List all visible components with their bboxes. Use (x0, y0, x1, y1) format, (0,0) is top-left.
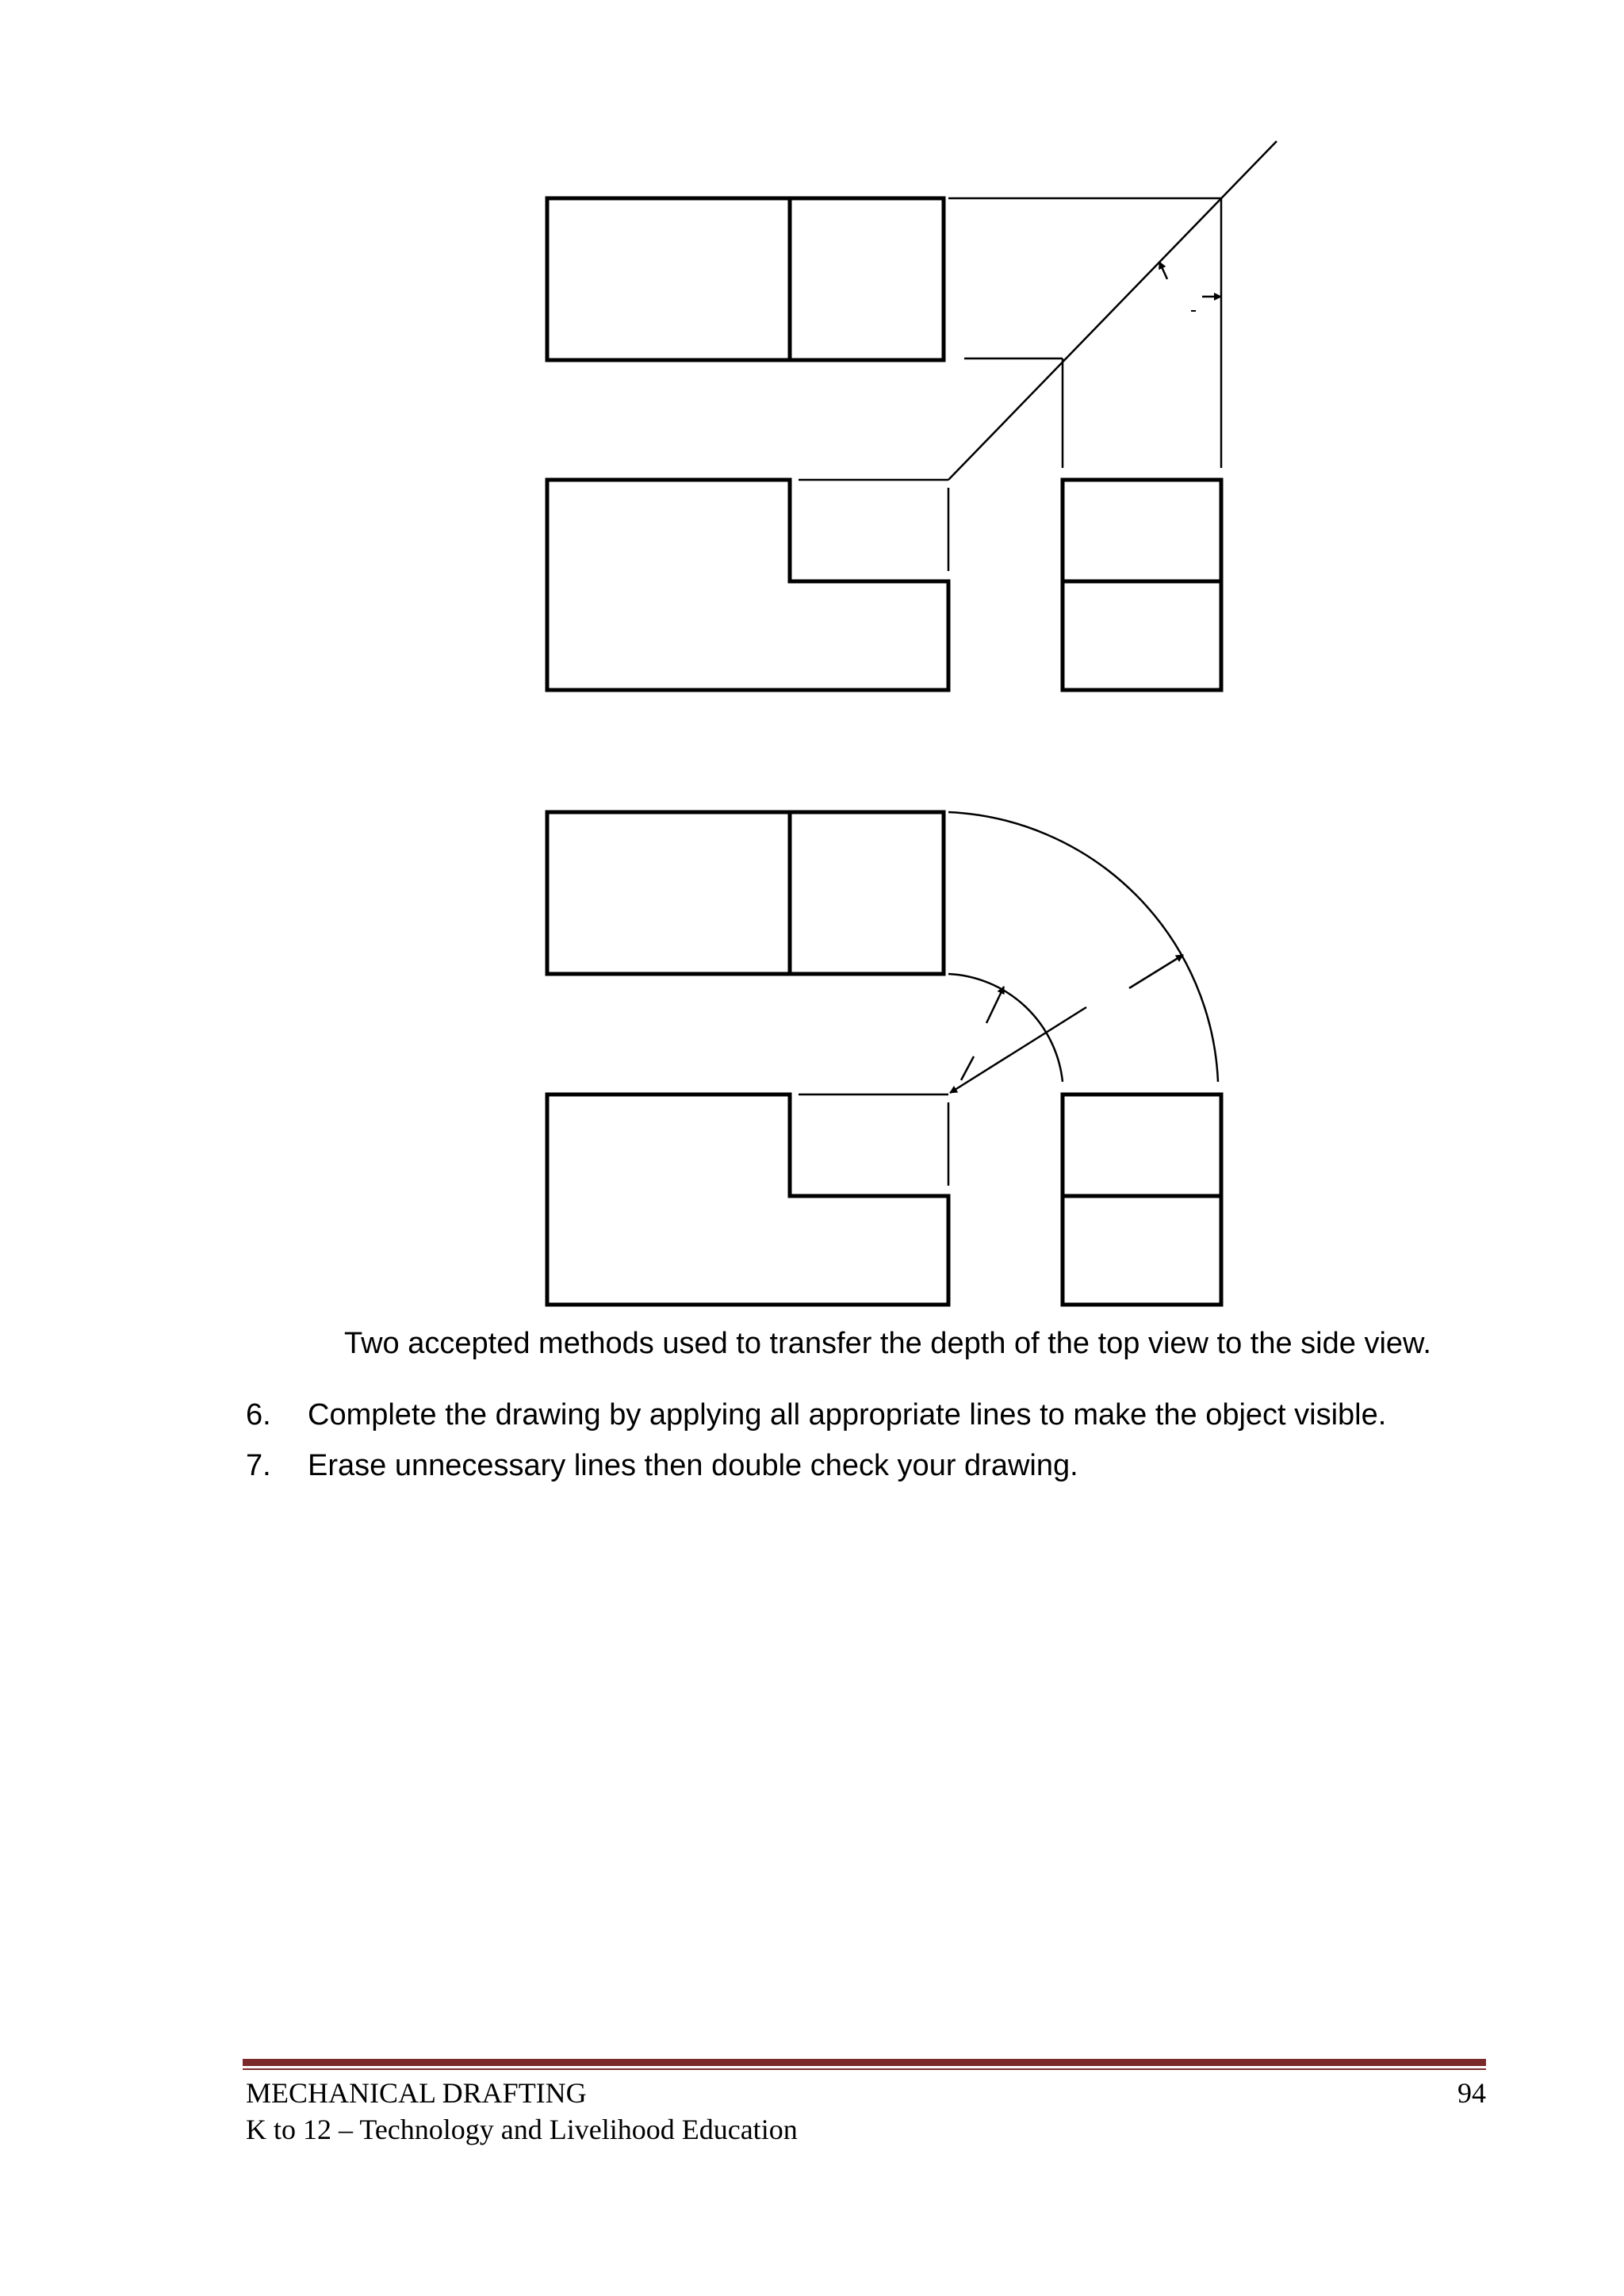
arrow-indicator (961, 1056, 974, 1080)
miter-line (948, 141, 1277, 480)
figure-caption: Two accepted methods used to transfer the depth of the top view to the side view. (344, 1327, 1431, 1360)
side-view-1 (1063, 480, 1221, 690)
arrow-indicator (1159, 262, 1167, 279)
projection-lines-2 (799, 1094, 948, 1186)
footer-divider-thin (243, 2068, 1486, 2070)
step-number: 6. (246, 1398, 271, 1432)
footer-subtitle: K to 12 – Technology and Livelihood Education (246, 2114, 798, 2145)
arrow-indicator (986, 987, 1004, 1023)
projection-lines-1 (799, 198, 1221, 571)
front-view-2 (547, 1094, 948, 1305)
instruction-step (246, 1397, 1515, 1432)
outer-arc (948, 812, 1218, 1082)
footer-divider (243, 2059, 1486, 2066)
step-text: Erase unnecessary lines then double check your drawing. (308, 1449, 1078, 1482)
footer-title: MECHANICAL DRAFTING (246, 2077, 587, 2109)
arrow-indicator (1129, 955, 1183, 988)
top-view-1 (547, 198, 944, 360)
arc-method (547, 812, 1221, 1305)
side-view-2 (1063, 1094, 1221, 1305)
step-text: Complete the drawing by applying all appropriate lines to make the object visible. (308, 1398, 1387, 1432)
instruction-step (246, 1448, 1515, 1483)
front-view-1 (547, 480, 948, 690)
top-view-2 (547, 812, 944, 974)
miter-line-method (547, 141, 1277, 690)
page-number: 94 (1457, 2077, 1486, 2109)
step-number: 7. (246, 1449, 271, 1482)
inner-arc (948, 974, 1063, 1082)
radius-line (950, 1007, 1086, 1093)
